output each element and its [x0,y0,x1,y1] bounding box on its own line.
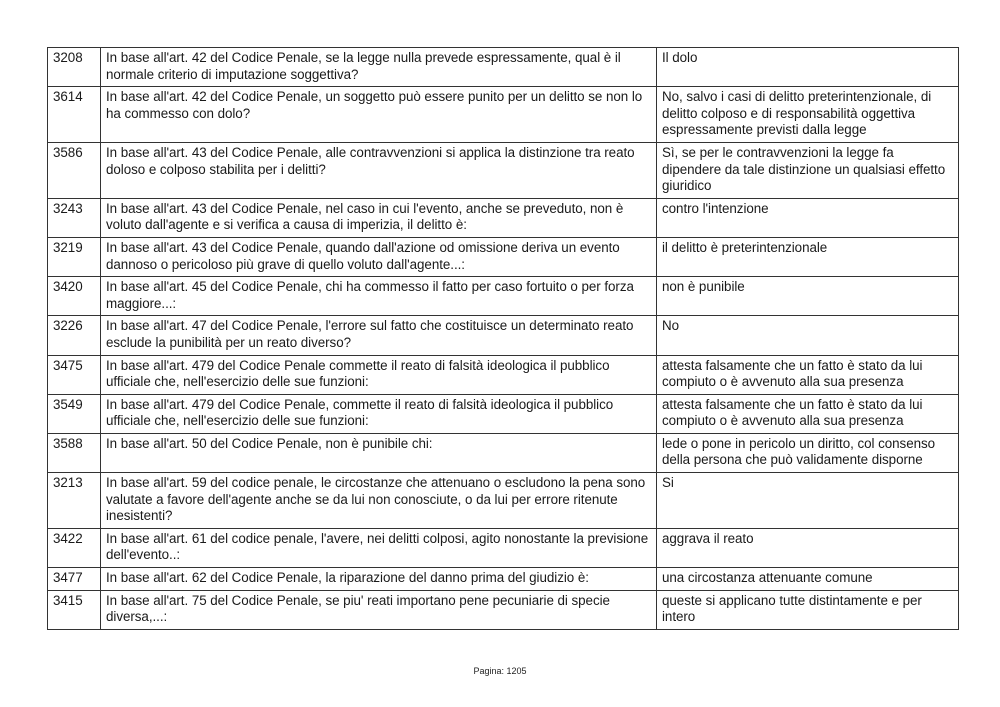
row-id-cell: 3213 [48,473,101,529]
answer-cell: No, salvo i casi di delitto preterintenzionale, di delitto colposo e di responsabilità oggettiva espressamente previsti dalla legge [657,87,959,143]
row-id-cell: 3614 [48,87,101,143]
table-row [48,433,959,472]
answer-cell: il delitto è preterintenzionale [657,237,959,276]
quiz-table-body [48,48,959,630]
answer-cell: No [657,316,959,355]
question-cell: In base all'art. 50 del Codice Penale, non è punibile chi: [101,433,657,472]
table-row [48,528,959,567]
row-id-cell: 3475 [48,355,101,394]
question-cell: In base all'art. 75 del Codice Penale, se piu' reati importano pene pecuniarie di specie diversa,...: [101,590,657,629]
row-id-cell: 3586 [48,142,101,198]
table-row [48,48,959,87]
answer-cell: non è punibile [657,277,959,316]
row-id-cell: 3243 [48,198,101,237]
answer-cell: lede o pone in pericolo un diritto, col consenso della persona che può validamente disporne [657,433,959,472]
question-cell: In base all'art. 61 del codice penale, l'avere, nei delitti colposi, agito nonostante la previsione dell'evento..: [101,528,657,567]
answer-cell: queste si applicano tutte distintamente e per intero [657,590,959,629]
answer-cell: attesta falsamente che un fatto è stato da lui compiuto o è avvenuto alla sua presenza [657,355,959,394]
row-id-cell: 3415 [48,590,101,629]
table-row [48,142,959,198]
answer-cell: una circostanza attenuante comune [657,568,959,591]
row-id-cell: 3219 [48,237,101,276]
question-cell: In base all'art. 43 del Codice Penale, quando dall'azione od omissione deriva un evento dannoso o pericoloso più grave di quello voluto dall'agente...: [101,237,657,276]
table-row [48,568,959,591]
answer-cell: Sì, se per le contravvenzioni la legge fa dipendere da tale distinzione un qualsiasi effetto giuridico [657,142,959,198]
table-row [48,87,959,143]
answer-cell: Il dolo [657,48,959,87]
row-id-cell: 3226 [48,316,101,355]
table-row [48,355,959,394]
question-cell: In base all'art. 47 del Codice Penale, l'errore sul fatto che costituisce un determinato reato esclude la punibilità per un reato diverso? [101,316,657,355]
row-id-cell: 3420 [48,277,101,316]
row-id-cell: 3208 [48,48,101,87]
table-row [48,394,959,433]
quiz-table [47,47,959,630]
question-cell: In base all'art. 42 del Codice Penale, un soggetto può essere punito per un delitto se non lo ha commesso con dolo? [101,87,657,143]
question-cell: In base all'art. 43 del Codice Penale, nel caso in cui l'evento, anche se preveduto, non è voluto dall'agente e si verifica a causa di imperizia, il delitto è: [101,198,657,237]
question-cell: In base all'art. 479 del Codice Penale, commette il reato di falsità ideologica il pubblico ufficiale che, nell'esercizio delle sue funzioni: [101,394,657,433]
table-row [48,316,959,355]
question-cell: In base all'art. 62 del Codice Penale, la riparazione del danno prima del giudizio è: [101,568,657,591]
question-cell: In base all'art. 45 del Codice Penale, chi ha commesso il fatto per caso fortuito o per forza maggiore...: [101,277,657,316]
answer-cell: attesta falsamente che un fatto è stato da lui compiuto o è avvenuto alla sua presenza [657,394,959,433]
answer-cell: contro l'intenzione [657,198,959,237]
table-row [48,277,959,316]
row-id-cell: 3422 [48,528,101,567]
row-id-cell: 3477 [48,568,101,591]
answer-cell: aggrava il reato [657,528,959,567]
row-id-cell: 3549 [48,394,101,433]
page-footer: Pagina: 1205 [473,666,527,676]
table-row [48,198,959,237]
answer-cell: Si [657,473,959,529]
table-row [48,473,959,529]
row-id-cell: 3588 [48,433,101,472]
table-row [48,237,959,276]
question-cell: In base all'art. 42 del Codice Penale, se la legge nulla prevede espressamente, qual è il normale criterio di imputazione soggettiva? [101,48,657,87]
table-row [48,590,959,629]
question-cell: In base all'art. 479 del Codice Penale commette il reato di falsità ideologica il pubblico ufficiale che, nell'esercizio delle sue funzioni: [101,355,657,394]
question-cell: In base all'art. 59 del codice penale, le circostanze che attenuano o escludono la pena sono valutate a favore dell'agente anche se da lui non conosciute, o da lui per errore ritenute inesistenti? [101,473,657,529]
question-cell: In base all'art. 43 del Codice Penale, alle contravvenzioni si applica la distinzione tra reato doloso e colposo stabilita per i delitti? [101,142,657,198]
